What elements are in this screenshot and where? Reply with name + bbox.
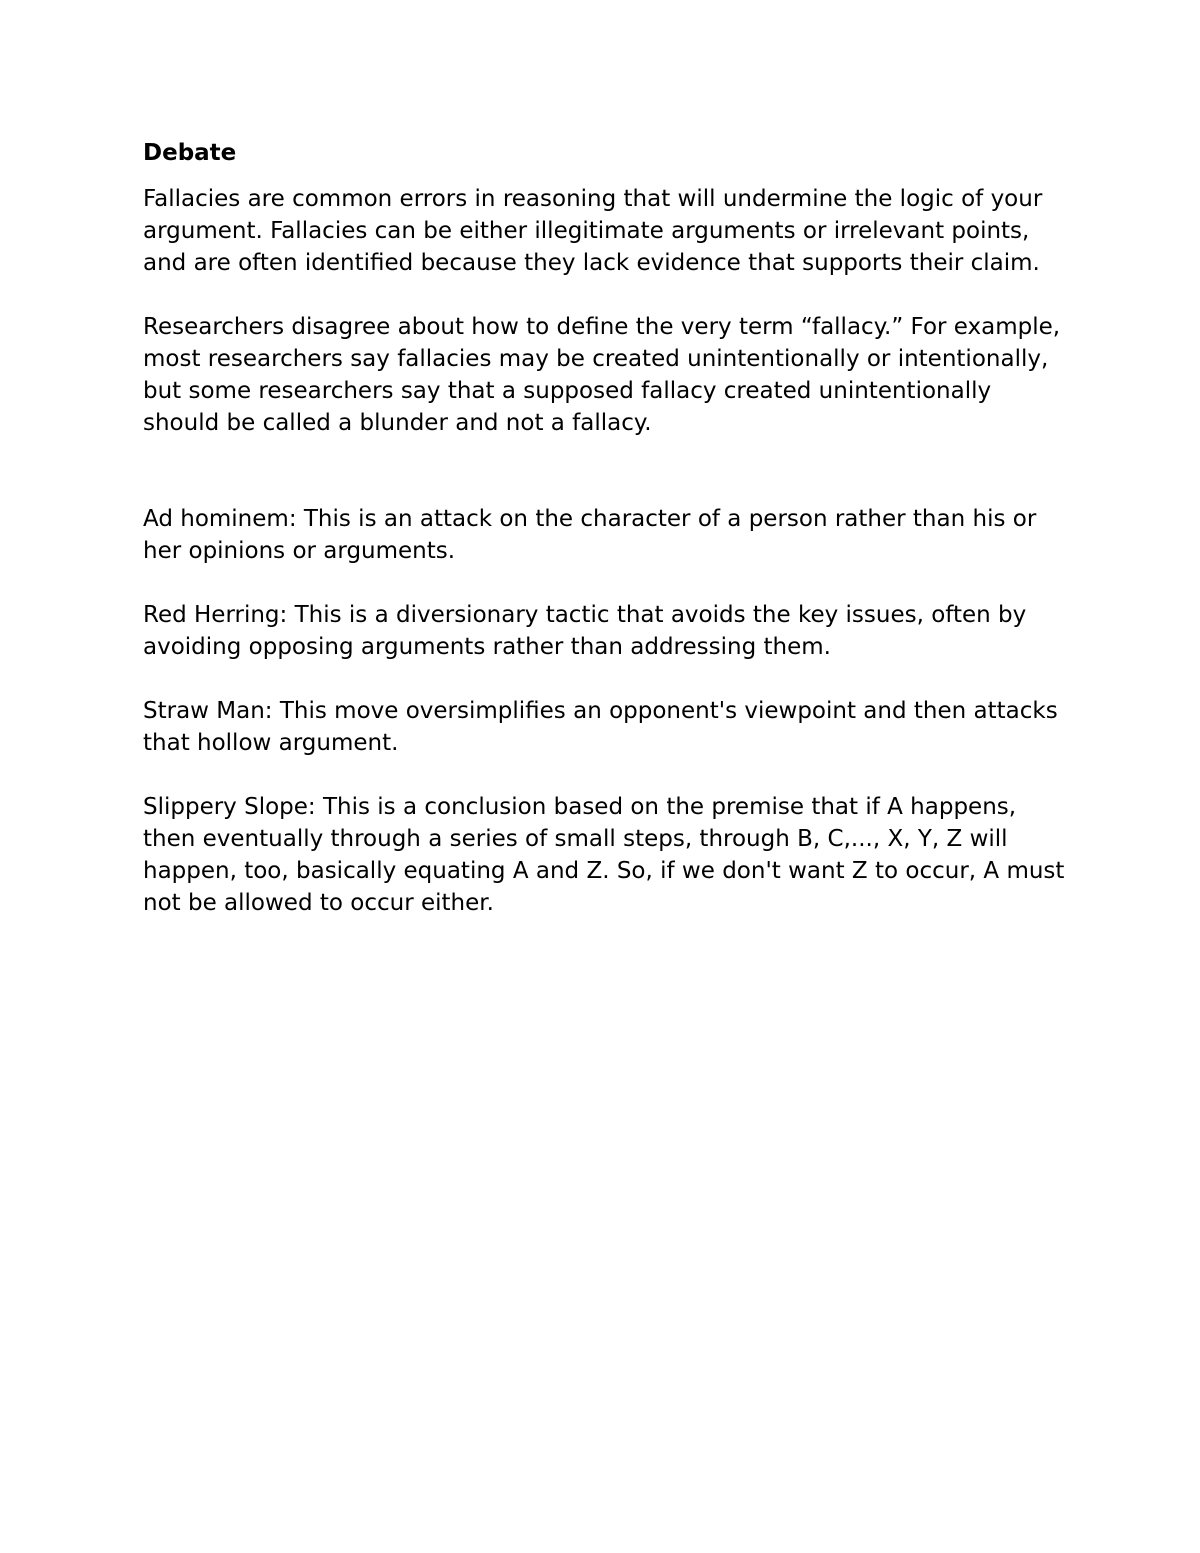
definition-red-herring: Red Herring: This is a diversionary tactic that avoids the key issues, often by avoiding opposing arguments rather than addressing them. — [143, 602, 1027, 660]
intro-paragraph: Fallacies are common errors in reasoning that will undermine the logic of your argument. Fallacies can be either illegitimate arguments or irrelevant points, and are often identified because they lack evidence that supports their claim. — [143, 186, 1043, 276]
definition-straw-man: Straw Man: This move oversimplifies an opponent's viewpoint and then attacks that hollow argument. — [143, 698, 1058, 756]
definition-ad-hominem: Ad hominem: This is an attack on the character of a person rather than his or her opinions or arguments. — [143, 506, 1037, 564]
researchers-paragraph: Researchers disagree about how to define the very term “fallacy.” For example, most researchers say fallacies may be created unintentionally or intentionally, but some researchers say that a supposed fallacy created unintentionally should be called a blunder and not a fallacy. — [143, 314, 1061, 436]
document-body — [143, 137, 1073, 919]
definition-slippery-slope: Slippery Slope: This is a conclusion based on the premise that if A happens, then eventually through a series of small steps, through B, C,..., X, Y, Z will happen, too, basically equating A and Z. So, if we don't want Z to occur, A must not be allowed to occur either. — [143, 794, 1065, 916]
document-title: Debate — [143, 140, 237, 166]
